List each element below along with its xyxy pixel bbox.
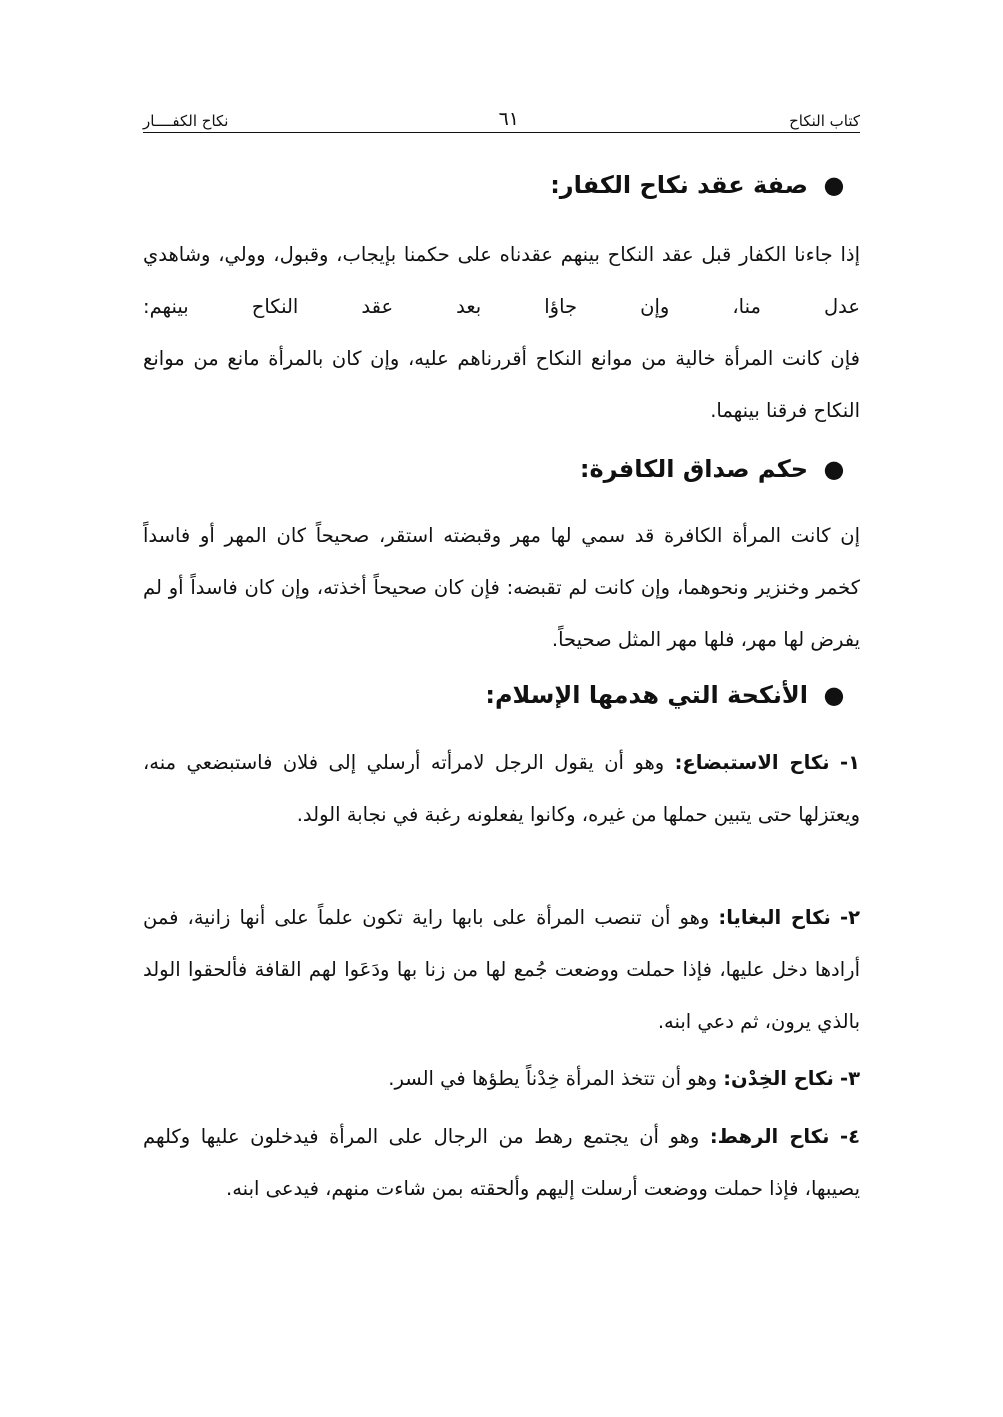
item-text: وهو أن تنصب المرأة على بابها راية تكون علماً على أنها زانية، فمن أرادها دخل عليها، فإذا حملت ووضعت جُمع لها من زنا بها ودَعَوا لهم القافة فألحقوا الولد بالذي يرون، ثم دعي ابنه.	[143, 906, 860, 1033]
heading-text: صفة عقد نكاح الكفار:	[550, 171, 808, 199]
item-text: وهو أن يجتمع رهط من الرجال على المرأة فيدخلون عليها وكلهم يصيبها، فإذا حملت ووضعت أرسلت إليهم وألحقته بمن شاءت منهم، فيدعى ابنه.	[143, 1125, 860, 1200]
item-text: وهو أن تتخذ المرأة خِدْناً يطؤها في السر.	[388, 1067, 717, 1090]
item-term: نكاح البغايا:	[718, 906, 831, 929]
item-number: ١-	[840, 751, 860, 774]
header-rule	[143, 132, 860, 133]
bullet-icon: ●	[823, 171, 845, 199]
item-number: ٢-	[840, 906, 860, 929]
bullet-icon: ●	[823, 681, 845, 709]
book-title: كتاب النكاح	[789, 112, 860, 130]
heading-text: الأنكحة التي هدمها الإسلام:	[485, 681, 808, 709]
item-term: نكاح الاستبضاع:	[674, 751, 830, 774]
section-heading	[143, 168, 860, 202]
running-header	[143, 100, 860, 130]
item-term: نكاح الرهط:	[709, 1125, 830, 1148]
item-number: ٤-	[840, 1125, 860, 1148]
paragraph: إن كانت المرأة الكافرة قد سمي لها مهر وقبضته استقر، صحيحاً كان المهر أو فاسداً كخمر وخنزير ونحوهما، وإن كانت لم تقبضه: فإن كان صحيحاً أخذته، وإن كان فاسداً أو لم يفرض لها مهر، فلها مهر المثل صحيحاً.	[143, 524, 860, 651]
list-item	[143, 1053, 860, 1105]
heading-text: حكم صداق الكافرة:	[579, 455, 808, 483]
section-heading	[143, 678, 860, 712]
chapter-title: نكاح الكفــــار	[143, 112, 229, 130]
bullet-icon: ●	[823, 455, 845, 483]
item-term: نكاح الخِدْن:	[723, 1067, 834, 1090]
item-text: وهو أن يقول الرجل لامرأته أرسلي إلى فلان فاستبضعي منه، ويعتزلها حتى يتبين حملها من غيره، وكانوا يفعلونه رغبة في نجابة الولد.	[143, 751, 860, 826]
list-item	[143, 892, 860, 1048]
paragraph: إذا جاءنا الكفار قبل عقد النكاح بينهم عقدناه على حكمنا بإيجاب، وقبول، وولي، وشاهدي عدل منا، وإن جاؤا بعد عقد النكاح بينهم:	[143, 243, 860, 318]
list-item	[143, 1111, 860, 1215]
paragraph: فإن كانت المرأة خالية من موانع النكاح أقررناهم عليه، وإن كان بالمرأة مانع من موانع النكاح فرقنا بينهما.	[143, 347, 860, 422]
section-heading	[143, 452, 860, 486]
item-number: ٣-	[840, 1067, 860, 1090]
page-number: ٦١	[498, 108, 519, 130]
list-item	[143, 737, 860, 841]
